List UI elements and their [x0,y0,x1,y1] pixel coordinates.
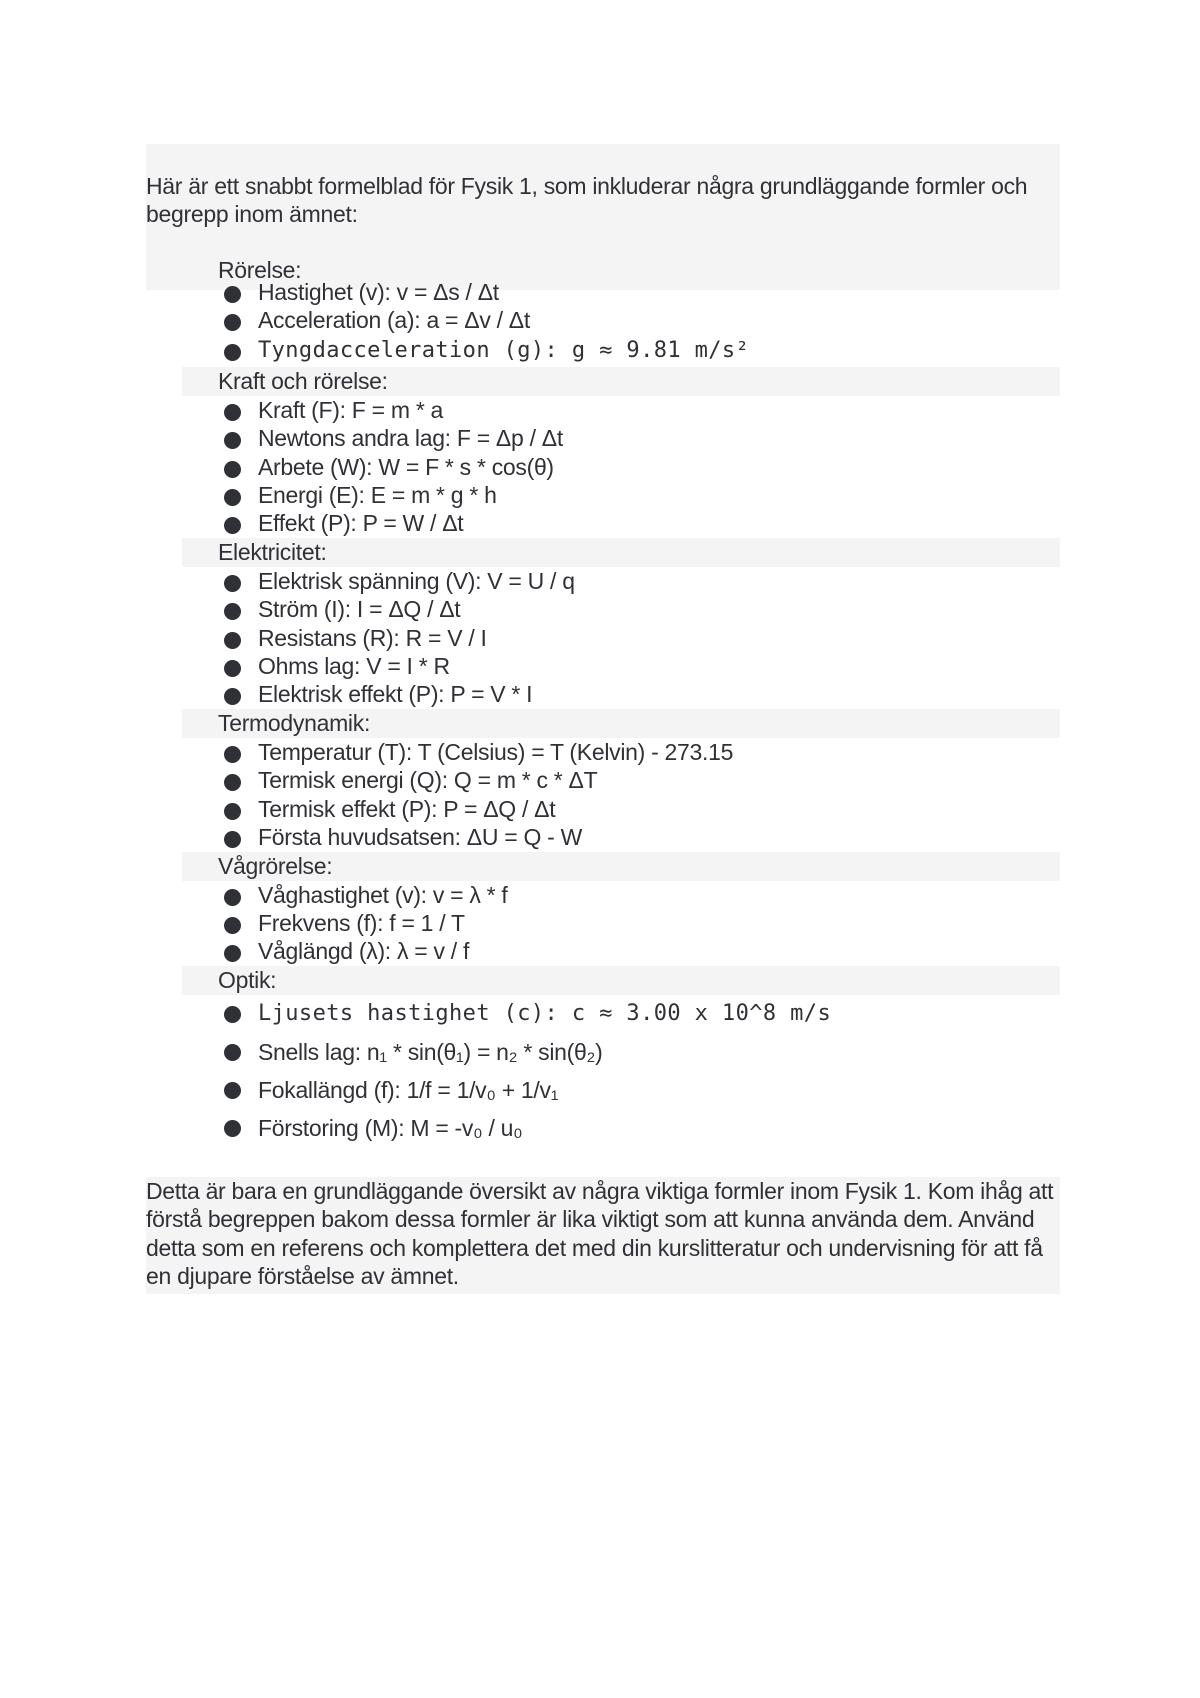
section-heading-optik: Optik: [182,966,1060,995]
list-item: Elektrisk spänning (V): V = U / q [258,567,1060,595]
section-heading-vagrorelse: Vågrörelse: [182,852,1060,881]
list-item: Elektrisk effekt (P): P = V * I [258,680,1060,708]
list-item: Fokallängd (f): 1/f = 1/v₀ + 1/v₁ [258,1071,1060,1109]
section-heading-termodynamik: Termodynamik: [182,709,1060,738]
list-item: Tyngdacceleration (g): g ≈ 9.81 m/s² [258,335,1060,367]
list-item: Ström (I): I = ΔQ / Δt [258,595,1060,623]
list-item: Termisk effekt (P): P = ΔQ / Δt [258,795,1060,823]
list-item: Ljusets hastighet (c): c ≈ 3.00 x 10^8 m/s [258,995,1060,1033]
list-termodynamik [146,738,1060,852]
list-item: Frekvens (f): f = 1 / T [258,909,1060,937]
section-heading-elektricitet: Elektricitet: [182,538,1060,567]
list-item: Kraft (F): F = m * a [258,396,1060,424]
list-item: Energi (E): E = m * g * h [258,481,1060,509]
list-item: Våghastighet (v): v = λ * f [258,881,1060,909]
list-item: Newtons andra lag: F = Δp / Δt [258,424,1060,452]
list-item: Resistans (R): R = V / I [258,624,1060,652]
list-item: Hastighet (v): v = Δs / Δt [258,278,1060,306]
list-item: Acceleration (a): a = Δv / Δt [258,306,1060,334]
list-item: Effekt (P): P = W / Δt [258,509,1060,537]
list-item: Förstoring (M): M = -v₀ / u₀ [258,1109,1060,1147]
list-rorelse [146,278,1060,367]
spacer [146,1147,1060,1177]
intro-block [146,144,1060,290]
list-kraft [146,396,1060,538]
intro-paragraph: Här är ett snabbt formelblad för Fysik 1, som inkluderar några grundläggande formler och begrepp inom ämnet: [146,173,1028,227]
formula-sections [182,278,1060,1147]
outro-paragraph: Detta är bara en grundläggande översikt av några viktiga formler inom Fysik 1. Kom ihåg att förstå begreppen bakom dessa formler är lika viktigt som att kunna använda dem. Använd detta som en referens och komplettera det med din kurslitteratur och undervisning för att få en djupare förståelse av ämnet. [146,1177,1054,1289]
list-elektricitet [146,567,1060,709]
list-item: Våglängd (λ): λ = v / f [258,937,1060,965]
list-item: Första huvudsatsen: ΔU = Q - W [258,823,1060,851]
outro-block [146,1177,1060,1295]
list-item: Termisk energi (Q): Q = m * c * ΔT [258,766,1060,794]
section-heading-rorelse: Rörelse: [218,257,302,283]
section-heading-kraft: Kraft och rörelse: [182,367,1060,396]
list-item: Ohms lag: V = I * R [258,652,1060,680]
document-page [146,144,1060,1294]
list-vagrorelse [146,881,1060,966]
list-item: Snells lag: n₁ * sin(θ₁) = n₂ * sin(θ₂) [258,1033,1060,1071]
list-item: Arbete (W): W = F * s * cos(θ) [258,453,1060,481]
list-item: Temperatur (T): T (Celsius) = T (Kelvin) - 273.15 [258,738,1060,766]
list-optik [146,995,1060,1147]
